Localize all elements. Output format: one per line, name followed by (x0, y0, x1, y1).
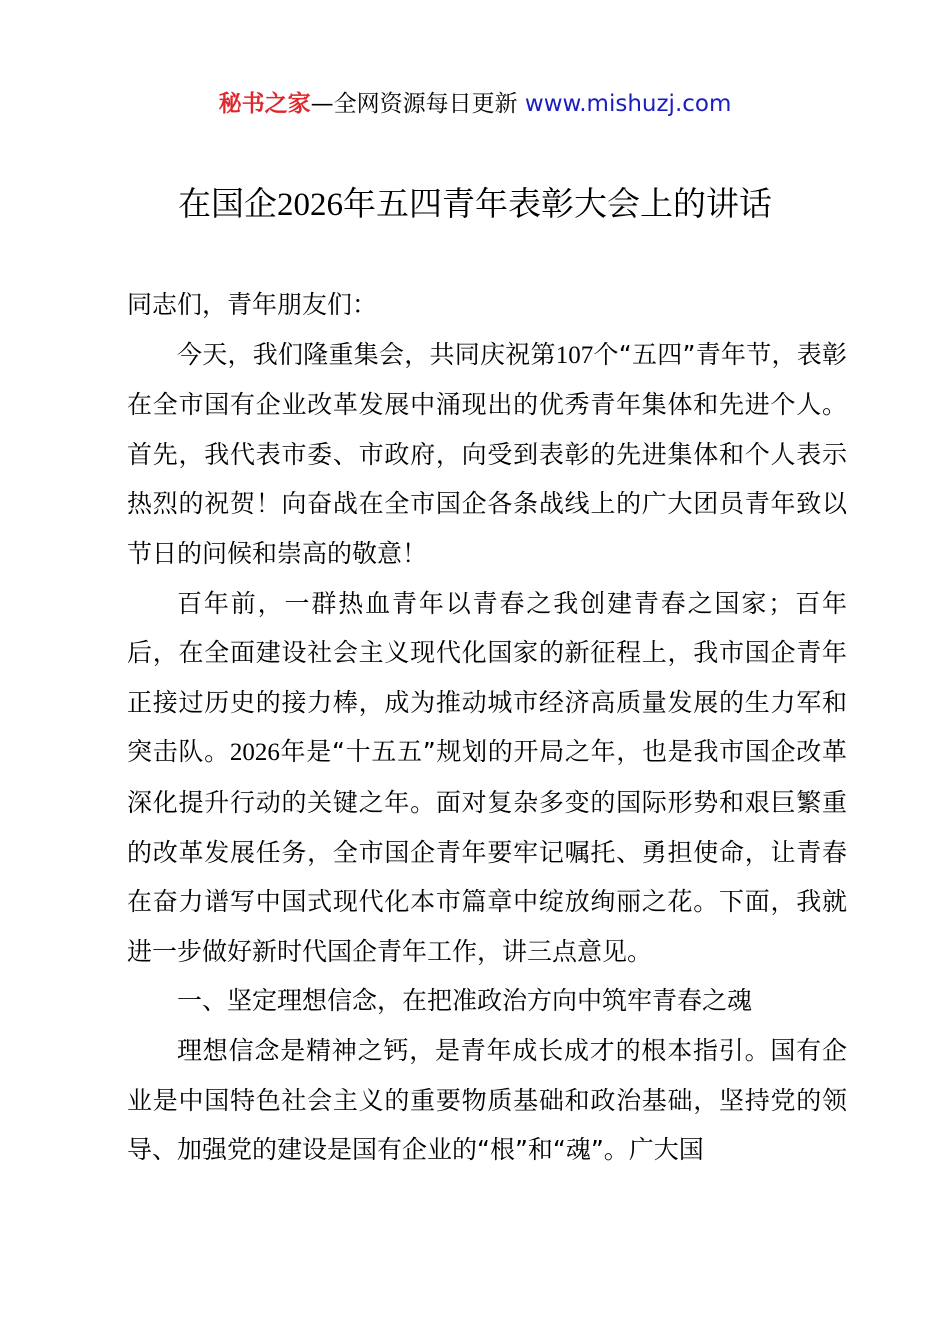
numeral: 2026 (277, 187, 343, 223)
document-body (127, 280, 847, 1175)
paragraph-2: 百年前，一群热血青年以青春之我创建青春之国家；百年后，在全面建设社会主义现代化国家的新征程上，我市国企青年正接过历史的接力棒，成为推动城市经济高质量发展的生力军和突击队。2026年是“十五五”规划的开局之年，也是我市国企改革深化提升行动的关键之年。面对复杂多变的国际形势和艰巨繁重的改革发展任务，全市国企青年要牢记嘱托、勇担使命，让青春在奋力谱写中国式现代化本市篇章中绽放绚丽之花。下面，我就进一步做好新时代国企青年工作，讲三点意见。 (127, 588, 847, 966)
section-heading-1: 一、坚定理想信念，在把准政治方向中筑牢青春之魂 (177, 986, 753, 1016)
banner-url-link[interactable]: www.mishuzj.com (524, 91, 732, 117)
banner-brand: 秘书之家 (218, 91, 311, 117)
section-1-paragraph: 理想信念是精神之钙，是青年成长成才的根本指引。国有企业是中国特色社会主义的重要物质基础和政治基础，坚持党的领导、加强党的建设是国有企业的“根”和“魂”。广大国 (127, 1035, 847, 1165)
numeral: 107 (555, 341, 594, 369)
paragraph-1: 今天，我们隆重集会，共同庆祝第107个“五四”青年节，表彰在全市国有企业改革发展中涌现出的优秀青年集体和先进个人。首先，我代表市委、市政府，向受到表彰的先进集体和个人表示热烈的祝贺！向奋战在全市国企各条战线上的广大团员青年致以节日的问候和崇高的敬意！ (127, 339, 847, 568)
salutation: 同志们，青年朋友们： (127, 290, 378, 319)
site-banner (0, 88, 950, 120)
document-title: 在国企2026年五四青年表彰大会上的讲话 (178, 184, 772, 223)
banner-tagline: —全网资源每日更新 (310, 91, 518, 117)
numeral: 2026 (229, 739, 280, 767)
